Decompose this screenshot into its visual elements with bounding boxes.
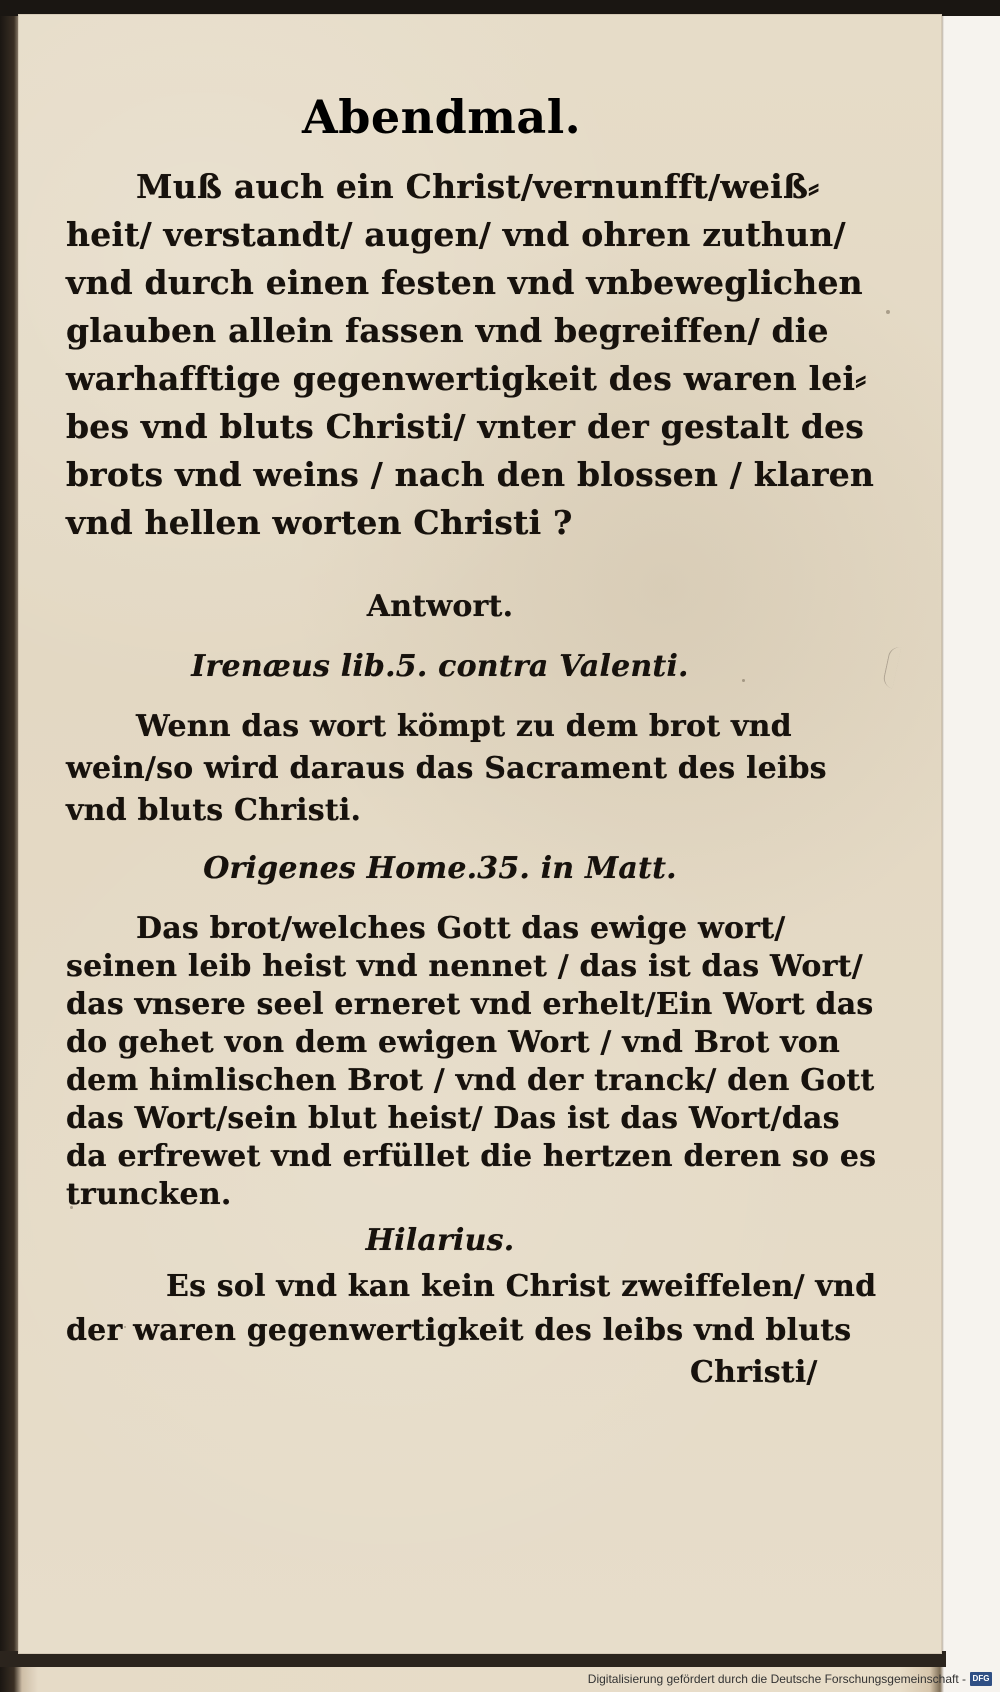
paper-speck — [886, 310, 890, 314]
paper-speck — [742, 679, 745, 682]
paragraph3-line-7: da erfrewet vnd erfüllet die hertzen deren so es — [66, 1139, 877, 1174]
digitization-credit: Digitalisierung gefördert durch die Deutsche Forschungsgemeinschaft - — [587, 1672, 966, 1686]
paper-speck — [124, 1326, 126, 1328]
paragraph3-line-2: seinen leib heist vnd nennet / das ist das Wort/ — [66, 949, 863, 984]
paragraph1-line-1: Muß auch ein Christ/vernunfft/weiß⸗ — [136, 167, 820, 206]
paragraph2-line-1: Wenn das wort kömpt zu dem brot vnd — [136, 709, 792, 744]
paper-speck — [70, 1206, 73, 1209]
source-irenaeus: Irenæus lib.5. contra Valenti. — [191, 649, 689, 684]
paragraph3-line-3: das vnsere seel erneret vnd erhelt/Ein Wort das — [66, 987, 874, 1022]
paragraph4-line-2: der waren gegenwertigkeit des leibs vnd bluts — [66, 1313, 852, 1348]
paragraph3-line-6: das Wort/sein blut heist/ Das ist das Wort/das — [66, 1101, 840, 1136]
source-origenes: Origenes Home.35. in Matt. — [203, 851, 677, 886]
paragraph1-line-3: vnd durch einen festen vnd vnbeweglichen — [66, 263, 863, 302]
page-heading: Abendmal. — [302, 90, 582, 144]
paragraph1-line-7: brots vnd weins / nach den blossen / klaren — [66, 455, 875, 494]
source-hilarius: Hilarius. — [365, 1223, 515, 1258]
digitization-footer — [588, 1668, 992, 1690]
paragraph3-line-8: truncken. — [66, 1177, 232, 1212]
paragraph3-line-5: dem himlischen Brot / vnd der tranck/ den Gott — [66, 1063, 875, 1098]
paragraph4-line-3: Christi/ — [690, 1355, 818, 1390]
paragraph1-line-2: heit/ verstandt/ augen/ vnd ohren zuthun/ — [66, 215, 846, 254]
paragraph3-line-1: Das brot/welches Gott das ewige wort/ — [136, 911, 786, 946]
paragraph1-line-8: vnd hellen worten Christi ? — [66, 503, 573, 542]
answer-heading: Antwort. — [366, 589, 514, 624]
margin-curl-mark — [882, 645, 901, 688]
paragraph1-line-4: glauben allein fassen vnd begreiffen/ die — [66, 311, 829, 350]
book-page — [18, 14, 942, 1654]
paragraph1-line-5: warhafftige gegenwertigkeit des waren lei⸗ — [66, 359, 867, 398]
paragraph1-line-6: bes vnd bluts Christi/ vnter der gestalt des — [66, 407, 865, 446]
paragraph4-line-1: Es sol vnd kan kein Christ zweiffelen/ vnd — [166, 1269, 877, 1304]
paragraph2-line-2: wein/so wird daraus das Sacrament des leibs — [66, 751, 827, 786]
paragraph2-line-3: vnd bluts Christi. — [66, 793, 362, 828]
dfg-logo-icon: DFG — [970, 1672, 992, 1686]
paragraph3-line-4: do gehet von dem ewigen Wort / vnd Brot von — [66, 1025, 841, 1060]
